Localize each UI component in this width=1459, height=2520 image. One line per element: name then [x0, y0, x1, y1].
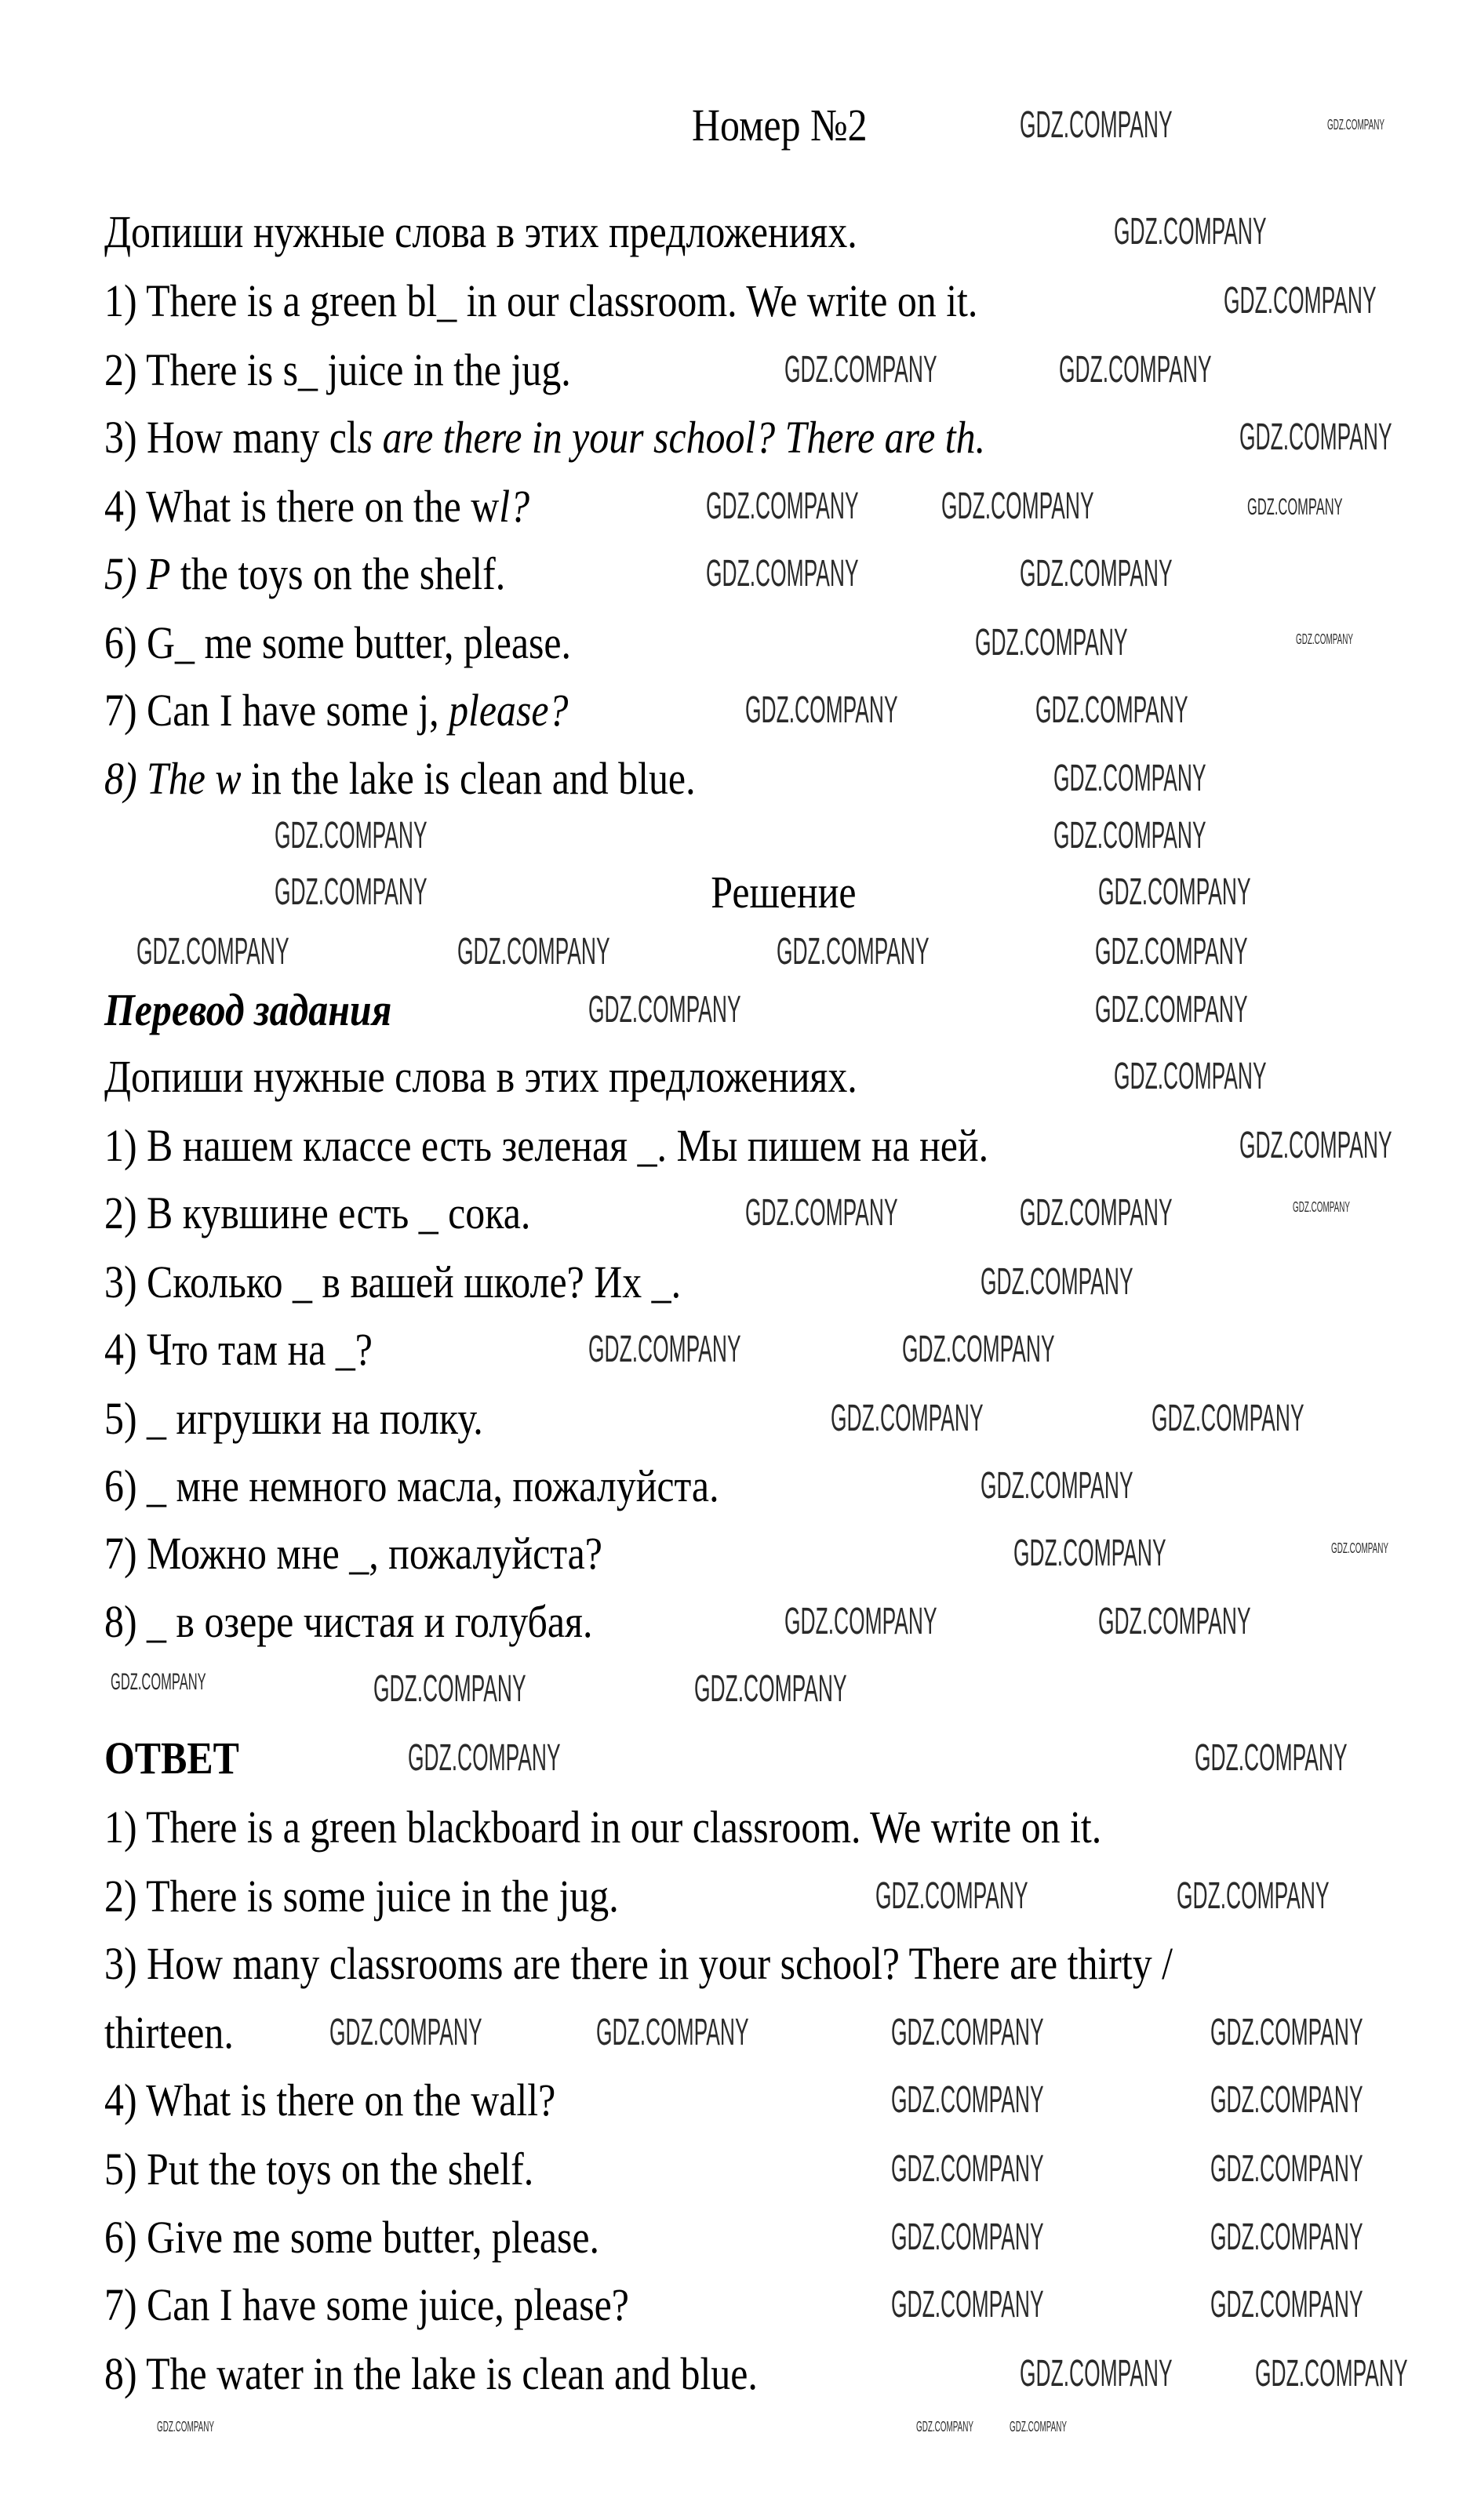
watermark: GDZ.COMPANY — [1224, 280, 1377, 322]
task-item — [104, 410, 985, 465]
watermark: GDZ.COMPANY — [1013, 1533, 1166, 1574]
task-item — [104, 751, 696, 806]
answer-item: 2) There is some juice in the jug. — [104, 1871, 619, 1922]
translation-item: 2) В кувшине есть _ сока. — [104, 1187, 531, 1238]
translation-heading: Перевод задания — [104, 984, 392, 1035]
task-item-segment: 4) What is there on the w — [104, 481, 500, 532]
watermark: GDZ.COMPANY — [1210, 2216, 1363, 2258]
task-item-segment: 6) G_ me some butter, please. — [104, 617, 572, 668]
watermark: GDZ.COMPANY — [1247, 494, 1343, 520]
watermark: GDZ.COMPANY — [111, 1669, 206, 1695]
task-item-segment: 7) Can I have some j, — [104, 685, 449, 736]
task-item-segment: l? — [499, 481, 530, 532]
task-item-segment: please? — [449, 685, 569, 736]
watermark: GDZ.COMPANY — [1035, 689, 1188, 731]
watermark: GDZ.COMPANY — [1296, 631, 1353, 647]
watermark: GDZ.COMPANY — [275, 871, 428, 913]
answer-item: 7) Can I have some juice, please? — [104, 2279, 629, 2330]
task-instruction: Допиши нужные слова в этих предложениях. — [104, 206, 857, 257]
watermark: GDZ.COMPANY — [784, 349, 937, 391]
watermark: GDZ.COMPANY — [1020, 2353, 1173, 2395]
task-item-segment: 3) How many cl — [104, 412, 358, 463]
watermark: GDZ.COMPANY — [706, 485, 859, 527]
watermark: GDZ.COMPANY — [1059, 349, 1212, 391]
watermark: GDZ.COMPANY — [981, 1465, 1133, 1507]
watermark: GDZ.COMPANY — [745, 1192, 898, 1234]
watermark: GDZ.COMPANY — [706, 553, 859, 595]
watermark: GDZ.COMPANY — [1095, 931, 1248, 973]
watermark: GDZ.COMPANY — [745, 689, 898, 731]
translation-item: 8) _ в озере чистая и голубая. — [104, 1596, 593, 1647]
translation-item: 7) Можно мне _, пожалуйста? — [104, 1528, 602, 1579]
task-item-segment: 2) There is s_ juice in the jug. — [104, 344, 571, 395]
watermark: GDZ.COMPANY — [588, 1329, 741, 1370]
watermark: GDZ.COMPANY — [875, 1875, 1028, 1917]
task-item-segment: 5) P — [104, 548, 171, 599]
translation-item: 5) _ игрушки на полку. — [104, 1393, 483, 1444]
answer-item: 3) How many classrooms are there in your school? There are thirty / — [104, 1938, 1173, 1989]
watermark: GDZ.COMPANY — [157, 2419, 214, 2435]
watermark: GDZ.COMPANY — [1210, 2284, 1363, 2325]
watermark: GDZ.COMPANY — [891, 2284, 1044, 2325]
translation-item: 3) Сколько _ в вашей школе? Их _. — [104, 1256, 682, 1307]
translation-item: 1) В нашем классе есть зеленая _. Мы пишем на ней. — [104, 1120, 989, 1171]
answer-heading: ОТВЕТ — [104, 1733, 239, 1784]
watermark: GDZ.COMPANY — [975, 622, 1128, 664]
answer-item: 4) What is there on the wall? — [104, 2075, 556, 2125]
task-item — [104, 274, 977, 329]
watermark: GDZ.COMPANY — [1152, 1398, 1304, 1439]
solution-heading: Решение — [711, 867, 857, 918]
watermark: GDZ.COMPANY — [1053, 815, 1206, 856]
answer-item: 8) The water in the lake is clean and blue. — [104, 2348, 758, 2399]
task-item — [104, 616, 571, 671]
translation-item: 4) Что там на _? — [104, 1324, 373, 1375]
watermark: GDZ.COMPANY — [588, 989, 741, 1031]
watermark: GDZ.COMPANY — [1327, 117, 1384, 133]
watermark: GDZ.COMPANY — [1020, 104, 1173, 146]
watermark: GDZ.COMPANY — [891, 2012, 1044, 2053]
task-item-segment: s are there in your school? There are th. — [357, 412, 986, 463]
watermark: GDZ.COMPANY — [1177, 1875, 1330, 1917]
task-item — [104, 683, 568, 738]
task-item-segment: the toys on the shelf. — [170, 548, 506, 599]
watermark: GDZ.COMPANY — [831, 1398, 984, 1439]
page-title: Номер №2 — [691, 100, 868, 151]
watermark: GDZ.COMPANY — [1210, 2012, 1363, 2053]
watermark: GDZ.COMPANY — [891, 2148, 1044, 2190]
task-item — [104, 547, 505, 602]
watermark: GDZ.COMPANY — [1053, 758, 1206, 799]
watermark: GDZ.COMPANY — [784, 1601, 937, 1642]
answer-item: thirteen. — [104, 2007, 234, 2058]
task-item — [104, 343, 571, 398]
watermark: GDZ.COMPANY — [891, 2216, 1044, 2258]
watermark: GDZ.COMPANY — [373, 1668, 526, 1710]
watermark: GDZ.COMPANY — [1020, 553, 1173, 595]
watermark: GDZ.COMPANY — [408, 1737, 561, 1779]
watermark: GDZ.COMPANY — [1239, 1125, 1392, 1166]
translation-instruction: Допиши нужные слова в этих предложениях. — [104, 1051, 857, 1102]
watermark: GDZ.COMPANY — [1098, 871, 1251, 913]
answer-item: 5) Put the toys on the shelf. — [104, 2144, 534, 2195]
watermark: GDZ.COMPANY — [1095, 989, 1248, 1031]
watermark: GDZ.COMPANY — [941, 485, 1094, 527]
translation-item: 6) _ мне немного масла, пожалуйста. — [104, 1460, 719, 1511]
watermark: GDZ.COMPANY — [1293, 1199, 1350, 1215]
watermark: GDZ.COMPANY — [1210, 2148, 1363, 2190]
watermark: GDZ.COMPANY — [902, 1329, 1055, 1370]
watermark: GDZ.COMPANY — [694, 1668, 847, 1710]
answer-item: 1) There is a green blackboard in our classroom. We write on it. — [104, 1802, 1102, 1853]
watermark: GDZ.COMPANY — [1210, 2079, 1363, 2121]
watermark: GDZ.COMPANY — [275, 815, 428, 856]
watermark: GDZ.COMPANY — [1331, 1540, 1388, 1556]
watermark: GDZ.COMPANY — [1020, 1192, 1173, 1234]
watermark: GDZ.COMPANY — [596, 2012, 749, 2053]
watermark: GDZ.COMPANY — [1239, 416, 1392, 458]
task-item-segment: 8) The w — [104, 753, 242, 804]
watermark: GDZ.COMPANY — [1114, 1056, 1267, 1097]
watermark: GDZ.COMPANY — [1010, 2419, 1067, 2435]
watermark: GDZ.COMPANY — [1098, 1601, 1251, 1642]
watermark: GDZ.COMPANY — [916, 2419, 973, 2435]
task-item-segment: in the lake is clean and blue. — [241, 753, 696, 804]
answer-item: 6) Give me some butter, please. — [104, 2212, 600, 2263]
watermark: GDZ.COMPANY — [457, 931, 610, 973]
watermark: GDZ.COMPANY — [777, 931, 930, 973]
watermark: GDZ.COMPANY — [1195, 1737, 1348, 1779]
watermark: GDZ.COMPANY — [981, 1261, 1133, 1303]
watermark: GDZ.COMPANY — [1114, 211, 1267, 253]
watermark: GDZ.COMPANY — [329, 2012, 482, 2053]
task-item — [104, 479, 529, 534]
watermark: GDZ.COMPANY — [891, 2079, 1044, 2121]
watermark: GDZ.COMPANY — [1255, 2353, 1408, 2395]
watermark: GDZ.COMPANY — [136, 931, 289, 973]
task-item-segment: 1) There is a green bl_ in our classroom. We write on it. — [104, 275, 978, 326]
